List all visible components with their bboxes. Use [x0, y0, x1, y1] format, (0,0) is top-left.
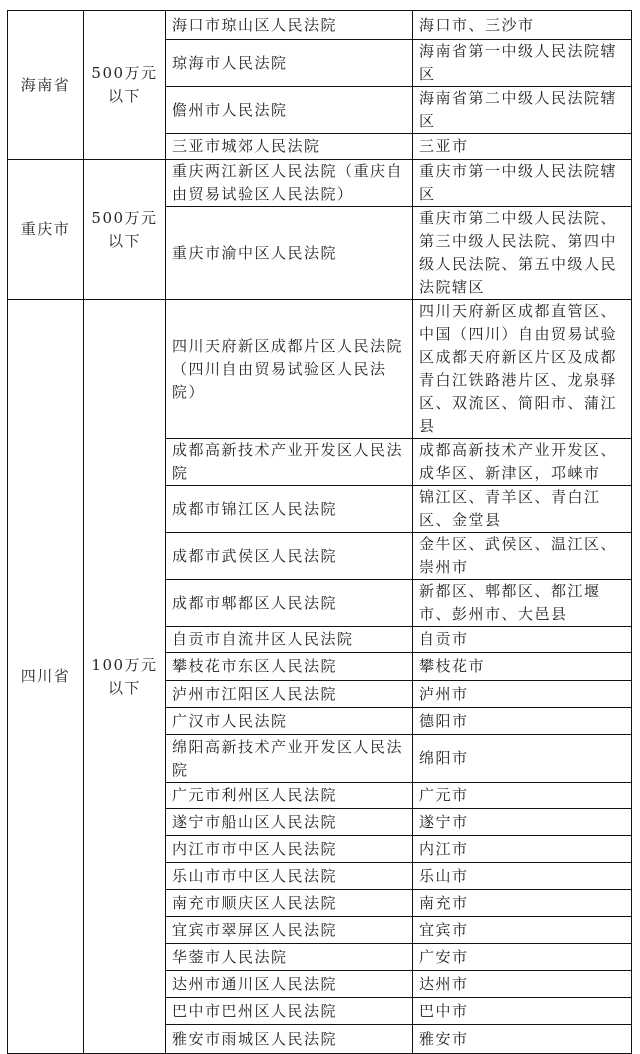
amount-qualifier: 以下 [107, 87, 141, 105]
court-name-cell: 攀枝花市东区人民法院 [166, 653, 413, 681]
amount-limit-cell [84, 11, 166, 160]
province-cell: 重庆市 [8, 160, 84, 300]
amount-qualifier: 以下 [107, 231, 141, 250]
jurisdiction-cell: 金牛区、武侯区、温江区、崇州市 [413, 533, 632, 580]
court-name-cell: 儋州市人民法院 [166, 87, 413, 134]
jurisdiction-cell: 德阳市 [413, 708, 632, 735]
amount-value: 500万元 [91, 64, 158, 82]
table-row [8, 300, 632, 439]
court-name-cell: 广汉市人民法院 [166, 708, 413, 735]
province-cell: 海南省 [8, 11, 84, 160]
jurisdiction-cell: 乐山市 [413, 863, 632, 890]
jurisdiction-cell: 海口市、三沙市 [413, 11, 632, 40]
jurisdiction-cell: 海南省第二中级人民法院辖区 [413, 87, 632, 134]
jurisdiction-cell: 三亚市 [413, 134, 632, 160]
jurisdiction-cell: 广元市 [413, 783, 632, 809]
jurisdiction-cell: 锦江区、青羊区、青白江区、金堂县 [413, 486, 632, 533]
jurisdiction-cell: 宜宾市 [413, 917, 632, 944]
table-row [8, 160, 632, 207]
court-name-cell: 华蓥市人民法院 [166, 944, 413, 971]
jurisdiction-cell: 重庆市第一中级人民法院辖区 [413, 160, 632, 207]
court-name-cell: 绵阳高新技术产业开发区人民法院 [166, 735, 413, 783]
court-name-cell: 海口市琼山区人民法院 [166, 11, 413, 40]
court-name-cell: 琼海市人民法院 [166, 40, 413, 87]
jurisdiction-cell: 雅安市 [413, 1025, 632, 1054]
amount-value: 100万元 [91, 655, 158, 674]
court-name-cell: 四川天府新区成都片区人民法院（四川自由贸易试验区人民法院） [166, 300, 413, 439]
jurisdiction-cell: 广安市 [413, 944, 632, 971]
amount-limit-cell [84, 300, 166, 1054]
court-name-cell: 雅安市雨城区人民法院 [166, 1025, 413, 1054]
table-body [8, 11, 632, 1054]
court-name-cell: 乐山市市中区人民法院 [166, 863, 413, 890]
amount-qualifier: 以下 [107, 678, 141, 697]
court-name-cell: 内江市市中区人民法院 [166, 836, 413, 863]
jurisdiction-cell: 四川天府新区成都直管区、中国（四川）自由贸易试验区成都天府新区片区及成都青白江铁路港片区、龙泉驿区、双流区、简阳市、蒲江县 [413, 300, 632, 439]
court-name-cell: 自贡市自流井区人民法院 [166, 627, 413, 653]
jurisdiction-cell: 泸州市 [413, 681, 632, 708]
table-row [8, 11, 632, 40]
province-cell: 四川省 [8, 300, 84, 1054]
court-name-cell: 广元市利州区人民法院 [166, 783, 413, 809]
court-name-cell: 南充市顺庆区人民法院 [166, 890, 413, 917]
court-name-cell: 三亚市城郊人民法院 [166, 134, 413, 160]
jurisdiction-cell: 遂宁市 [413, 809, 632, 836]
jurisdiction-cell: 达州市 [413, 971, 632, 998]
jurisdiction-cell: 成都高新技术产业开发区、成华区、新津区，邛崃市 [413, 439, 632, 486]
court-name-cell: 重庆市渝中区人民法院 [166, 207, 413, 300]
amount-value: 500万元 [91, 208, 158, 227]
court-name-cell: 成都市郫都区人民法院 [166, 580, 413, 627]
jurisdiction-cell: 新都区、郫都区、都江堰市、彭州市、大邑县 [413, 580, 632, 627]
jurisdiction-cell: 绵阳市 [413, 735, 632, 783]
court-name-cell: 成都市锦江区人民法院 [166, 486, 413, 533]
jurisdiction-cell: 攀枝花市 [413, 653, 632, 681]
court-name-cell: 巴中市巴州区人民法院 [166, 998, 413, 1025]
court-name-cell: 达州市通川区人民法院 [166, 971, 413, 998]
court-name-cell: 重庆两江新区人民法院（重庆自由贸易试验区人民法院） [166, 160, 413, 207]
amount-limit-cell [84, 160, 166, 300]
court-name-cell: 宜宾市翠屏区人民法院 [166, 917, 413, 944]
jurisdiction-cell: 重庆市第二中级人民法院、第三中级人民法院、第四中级人民法院、第五中级人民法院辖区 [413, 207, 632, 300]
court-jurisdiction-table [7, 10, 632, 1054]
court-name-cell: 泸州市江阳区人民法院 [166, 681, 413, 708]
jurisdiction-cell: 内江市 [413, 836, 632, 863]
court-name-cell: 遂宁市船山区人民法院 [166, 809, 413, 836]
jurisdiction-cell: 自贡市 [413, 627, 632, 653]
jurisdiction-cell: 巴中市 [413, 998, 632, 1025]
court-name-cell: 成都高新技术产业开发区人民法院 [166, 439, 413, 486]
jurisdiction-cell: 南充市 [413, 890, 632, 917]
court-name-cell: 成都市武侯区人民法院 [166, 533, 413, 580]
jurisdiction-cell: 海南省第一中级人民法院辖区 [413, 40, 632, 87]
